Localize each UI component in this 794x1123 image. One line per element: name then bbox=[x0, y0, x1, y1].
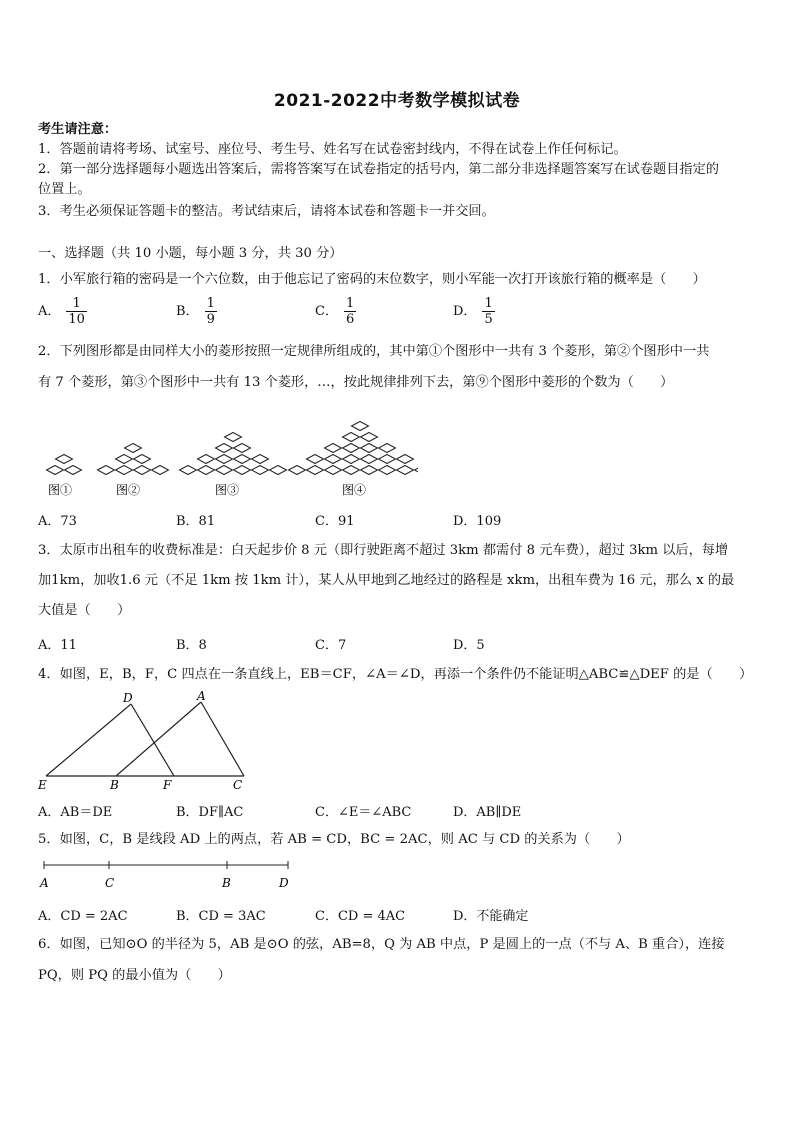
exam-title: 2021-2022中考数学模拟试卷 bbox=[273, 91, 521, 111]
rhombus-shape bbox=[47, 466, 64, 475]
rhombus-shape bbox=[325, 444, 342, 453]
rhombus-shape bbox=[343, 433, 360, 442]
rhombus-shape bbox=[134, 466, 151, 475]
q5-options bbox=[38, 905, 758, 935]
q1-option-c[interactable]: C． $\frac{1}{6}$ bbox=[315, 296, 355, 327]
q1-option-b[interactable]: B． $\frac{1}{9}$ bbox=[176, 296, 215, 327]
q6-stem-line-1: 6．如图，已知⊙O 的半径为 5，AB 是⊙O 的弦，AB=8，Q 为 AB 中点，P 是圆上的一点（不与 A、B 重合），连接 bbox=[38, 937, 725, 952]
triangles-figure bbox=[36, 690, 251, 794]
q2-stem-line-2: 有 7 个菱形，第③个图形中一共有 13 个菱形，…，按此规律排列下去，第⑨个图形中菱形的个数为（ ） bbox=[38, 375, 674, 390]
rhombus-shape bbox=[116, 466, 133, 475]
rhombus-shape bbox=[198, 466, 215, 475]
point-label-e: E bbox=[38, 778, 47, 792]
rhombus-shape bbox=[361, 466, 378, 475]
q3-option-a[interactable]: A．11 bbox=[38, 638, 77, 653]
q3-stem-line-2: 加1km，加收1.6 元（不足 1km 按 1km 计），某人从甲地到乙地经过的路程是 xkm，出租车费为 16 元，那么 x 的最 bbox=[38, 573, 735, 588]
point-label-b: B bbox=[222, 876, 231, 890]
fraction: $\frac{1}{10}$ bbox=[68, 296, 85, 327]
q2-option-c[interactable]: C．91 bbox=[315, 514, 355, 529]
notice-line-1: 1．答题前请将考场、试室号、座位号、考生号、姓名写在试卷密封线内，不得在试卷上作任何标记。 bbox=[38, 142, 627, 157]
rhombus-shape bbox=[289, 466, 306, 475]
q3-stem-line-3: 大值是（ ） bbox=[38, 603, 131, 618]
rhombus-shape bbox=[125, 444, 142, 453]
q2-option-a[interactable]: A．73 bbox=[38, 514, 77, 529]
rhombus-shape bbox=[343, 444, 360, 453]
q2-option-b[interactable]: B．81 bbox=[176, 514, 216, 529]
figure-label-2: 图② bbox=[116, 483, 141, 497]
q3-stem-line-1: 3．太原市出租车的收费标准是：白天起步价 8 元（即行驶距离不超过 3km 都需付 8 元车费），超过 3km 以后，每增 bbox=[38, 543, 729, 558]
q3-option-d[interactable]: D．5 bbox=[453, 638, 485, 653]
rhombus-shape bbox=[216, 466, 233, 475]
rhombus-shape bbox=[65, 466, 82, 475]
q4-stem: 4．如图，E，B，F，C 四点在一条直线上，EB＝CF，∠A＝∠D，再添一个条件仍不能证明△ABC≌△DEF 的是（ ） bbox=[38, 667, 753, 682]
q2-stem-line-1: 2．下列图形都是由同样大小的菱形按照一定规律所组成的，其中第①个图形中一共有 3 个菱形，第②个图形中一共 bbox=[38, 344, 710, 359]
fraction: $\frac{1}{9}$ bbox=[206, 296, 215, 327]
rhombus-shape bbox=[325, 466, 342, 475]
rhombus-shape bbox=[252, 466, 269, 475]
q3-options bbox=[38, 634, 758, 664]
q5-option-d[interactable]: D．不能确定 bbox=[453, 909, 529, 924]
q5-option-c[interactable]: C．CD = 4AC bbox=[315, 909, 406, 924]
notice-line-4: 3．考生必须保证答题卡的整洁。考试结束后，请将本试卷和答题卡一并交回。 bbox=[38, 204, 495, 219]
rhombus-shape bbox=[361, 444, 378, 453]
rhombus-shape bbox=[343, 466, 360, 475]
rhombus-shape bbox=[98, 466, 115, 475]
rhombus-shape bbox=[415, 466, 419, 475]
rhombus-shape bbox=[252, 455, 269, 464]
rhombus-shape bbox=[225, 433, 242, 442]
rhombus-shape bbox=[198, 455, 215, 464]
q2-options bbox=[38, 510, 758, 540]
rhombus-shape bbox=[397, 455, 414, 464]
segment-ac bbox=[201, 702, 244, 776]
rhombus-shape bbox=[180, 466, 197, 475]
rhombus-shape bbox=[216, 444, 233, 453]
q4-option-c[interactable]: C．∠E＝∠ABC bbox=[315, 805, 412, 820]
point-label-a: A bbox=[197, 690, 206, 703]
rhombus-shape bbox=[116, 455, 133, 464]
q2-option-d[interactable]: D．109 bbox=[453, 514, 502, 529]
rhombus-shape bbox=[307, 455, 324, 464]
notice-line-3: 位置上。 bbox=[38, 182, 91, 197]
q1-stem: 1．小军旅行箱的密码是一个六位数，由于他忘记了密码的末位数字，则小军能一次打开该旅行箱的概率是（ ） bbox=[38, 272, 706, 287]
notice-line-2: 2．第一部分选择题每小题选出答案后，需将答案写在试卷指定的括号内，第二部分非选择题答案写在试卷题目指定的 bbox=[38, 162, 719, 177]
q4-option-a[interactable]: A．AB＝DE bbox=[38, 805, 113, 820]
fraction: $\frac{1}{6}$ bbox=[345, 296, 355, 327]
rhombus-shape bbox=[379, 444, 396, 453]
q6-stem-line-2: PQ，则 PQ 的最小值为（ ） bbox=[38, 968, 231, 983]
q1-options bbox=[38, 296, 758, 326]
rhombus-shape bbox=[379, 466, 396, 475]
figure-label-4: 图④ bbox=[342, 483, 367, 497]
rhombus-shape bbox=[270, 466, 287, 475]
q3-option-b[interactable]: B．8 bbox=[176, 638, 207, 653]
segment-ba bbox=[116, 702, 201, 776]
rhombus-shape bbox=[379, 455, 396, 464]
rhombus-shape bbox=[352, 422, 369, 431]
notice-heading: 考生请注意： bbox=[38, 122, 118, 137]
rhombus-shape bbox=[307, 466, 324, 475]
rhombus-shape bbox=[216, 455, 233, 464]
figure-label-1: 图① bbox=[48, 483, 73, 497]
point-label-f: F bbox=[163, 778, 172, 792]
q1-option-d[interactable]: D． $\frac{1}{5}$ bbox=[453, 296, 493, 327]
q4-option-d[interactable]: D．AB∥DE bbox=[453, 805, 522, 820]
rhombus-shape bbox=[134, 455, 151, 464]
rhombus-shape bbox=[234, 455, 251, 464]
q5-stem: 5．如图，C，B 是线段 AD 上的两点，若 AB = CD，BC = 2AC，则 AC 与 CD 的关系为（ ） bbox=[38, 832, 630, 847]
section-heading: 一、选择题（共 10 小题，每小题 3 分，共 30 分） bbox=[38, 246, 343, 261]
point-label-d: D bbox=[279, 876, 289, 890]
rhombus-shape bbox=[397, 466, 414, 475]
point-label-d: D bbox=[123, 691, 133, 705]
rhombus-shape bbox=[325, 455, 342, 464]
rhombus-shape bbox=[343, 455, 360, 464]
fraction: $\frac{1}{5}$ bbox=[484, 296, 493, 327]
q1-option-a[interactable]: A． $\frac{1}{10}$ bbox=[38, 296, 85, 327]
rhombus-shape bbox=[234, 444, 251, 453]
rhombus-shape bbox=[361, 455, 378, 464]
point-label-c: C bbox=[233, 778, 243, 792]
segment-ed bbox=[46, 704, 131, 776]
rhombus-shape bbox=[234, 466, 251, 475]
rhombus-shape bbox=[152, 466, 169, 475]
point-label-c: C bbox=[105, 876, 115, 890]
q5-option-a[interactable]: A．CD = 2AC bbox=[38, 909, 128, 924]
rhombus-pattern-figure bbox=[38, 398, 418, 500]
q4-option-b[interactable]: B．DF∥AC bbox=[176, 805, 244, 820]
point-label-b: B bbox=[110, 778, 119, 792]
segment-figure bbox=[38, 856, 298, 892]
segment-df bbox=[131, 704, 174, 776]
q3-option-c[interactable]: C．7 bbox=[315, 638, 347, 653]
rhombus-shape bbox=[361, 433, 378, 442]
q4-options bbox=[38, 801, 758, 831]
q5-option-b[interactable]: B．CD = 3AC bbox=[176, 909, 266, 924]
point-label-a: A bbox=[40, 876, 49, 890]
rhombus-shape bbox=[56, 455, 73, 464]
figure-label-3: 图③ bbox=[215, 483, 240, 497]
